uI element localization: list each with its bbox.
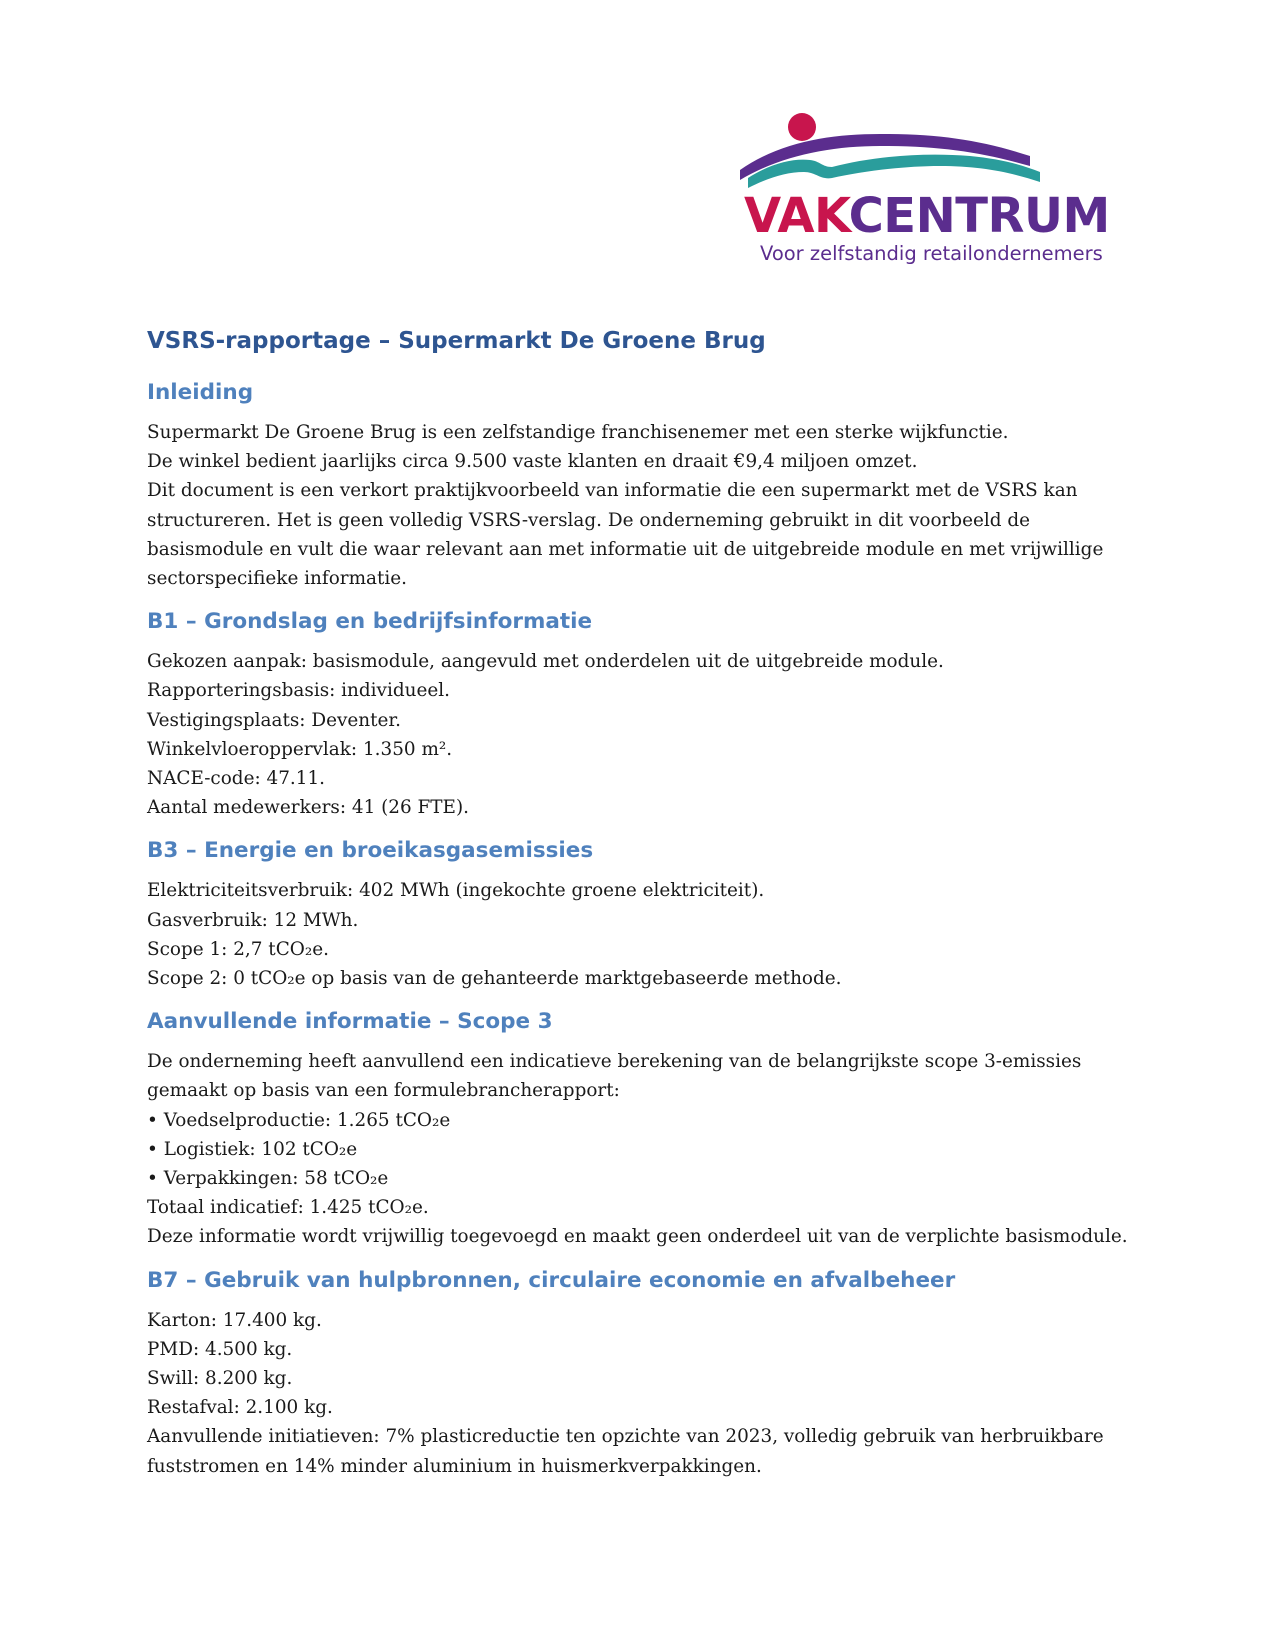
teal-swoosh — [748, 155, 1040, 188]
paragraph-line: Supermarkt De Groene Brug is een zelfstandige franchisenemer met een sterke wijkfunctie. — [147, 422, 1009, 443]
paragraph-line: Winkelvloeroppervlak: 1.350 m². — [147, 738, 453, 760]
paragraph-line: Elektriciteitsverbruik: 402 MWh (ingekochte groene elektriciteit). — [147, 880, 765, 902]
paragraph-line: Scope 2: 0 tCO₂e op basis van de gehanteerde marktgebaseerde methode. — [147, 968, 842, 990]
paragraph-line: gemaakt op basis van een formulebrancherapport: — [147, 1080, 620, 1102]
paragraph-line: fuststromen en 14% minder aluminium in huismerkverpakkingen. — [147, 1455, 762, 1477]
paragraph-line: Aantal medewerkers: 41 (26 FTE). — [147, 797, 470, 819]
section-b1 — [147, 607, 1137, 822]
logo-wordmark — [744, 188, 1110, 244]
paragraph-line: Totaal indicatief: 1.425 tCO₂e. — [147, 1197, 429, 1219]
section-inleiding — [147, 378, 1137, 593]
logo-tagline: Voor zelfstandig retailondernemers — [760, 242, 1103, 265]
list-item: • Verpakkingen: 58 tCO₂e — [147, 1168, 389, 1190]
section-b3 — [147, 836, 1137, 993]
logo-word-centrum: CENTRUM — [848, 188, 1110, 244]
paragraph-line: PMD: 4.500 kg. — [147, 1338, 293, 1360]
paragraph-line: structureren. Het is geen volledig VSRS-verslag. De onderneming gebruikt in dit voorbeeld de — [147, 509, 1031, 531]
section-heading: B3 – Energie en broeikasgasemissies — [147, 838, 594, 864]
paragraph-line: Scope 1: 2,7 tCO₂e. — [147, 938, 329, 960]
paragraph-line: Karton: 17.400 kg. — [147, 1309, 322, 1331]
vakcentrum-logo — [740, 112, 1120, 272]
paragraph-line: Swill: 8.200 kg. — [147, 1368, 293, 1390]
document-title: VSRS-rapportage – Supermarkt De Groene Brug — [147, 328, 766, 354]
paragraph-line: sectorspecifieke informatie. — [147, 568, 407, 590]
paragraph-line: Aanvullende initiatieven: 7% plasticreductie ten opzichte van 2023, volledig gebruik van herbruikbare — [147, 1426, 1104, 1448]
section-heading: Inleiding — [147, 380, 254, 405]
section-scope3 — [147, 1007, 1137, 1251]
paragraph-line: Vestigingsplaats: Deventer. — [147, 709, 401, 731]
document-body — [147, 326, 1137, 1495]
section-heading: B7 – Gebruik van hulpbronnen, circulaire economie en afvalbeheer — [147, 1267, 956, 1293]
paragraph-line: Rapporteringsbasis: individueel. — [147, 680, 450, 702]
paragraph-line: NACE-code: 47.11. — [147, 768, 325, 790]
red-circle — [788, 113, 816, 141]
paragraph-line: Gekozen aanpak: basismodule, aangevuld met onderdelen uit de uitgebreide module. — [147, 651, 944, 673]
paragraph-line: Dit document is een verkort praktijkvoorbeeld van informatie die een supermarkt met de VSRS kan — [147, 480, 1078, 502]
paragraph-line: De winkel bedient jaarlijks circa 9.500 vaste klanten en draait €9,4 miljoen omzet. — [147, 451, 918, 473]
section-heading: Aanvullende informatie – Scope 3 — [147, 1009, 553, 1035]
list-item: • Logistiek: 102 tCO₂e — [147, 1138, 358, 1160]
section-b7 — [147, 1266, 1137, 1481]
paragraph-line: De onderneming heeft aanvullend een indicatieve berekening van de belangrijkste scope 3-emissies — [147, 1051, 1082, 1073]
paragraph-line: Restafval: 2.100 kg. — [147, 1397, 333, 1419]
list-item: • Voedselproductie: 1.265 tCO₂e — [147, 1109, 451, 1131]
paragraph-line: Deze informatie wordt vrijwillig toegevoegd en maakt geen onderdeel uit van de verplichte basismodule. — [147, 1226, 1128, 1248]
paragraph-line: basismodule en vult die waar relevant aan met informatie uit de uitgebreide module en met vrijwillige — [147, 538, 1104, 560]
logo-word-vak: VAK — [744, 188, 849, 244]
section-heading: B1 – Grondslag en bedrijfsinformatie — [147, 609, 593, 635]
paragraph-line: Gasverbruik: 12 MWh. — [147, 909, 359, 931]
